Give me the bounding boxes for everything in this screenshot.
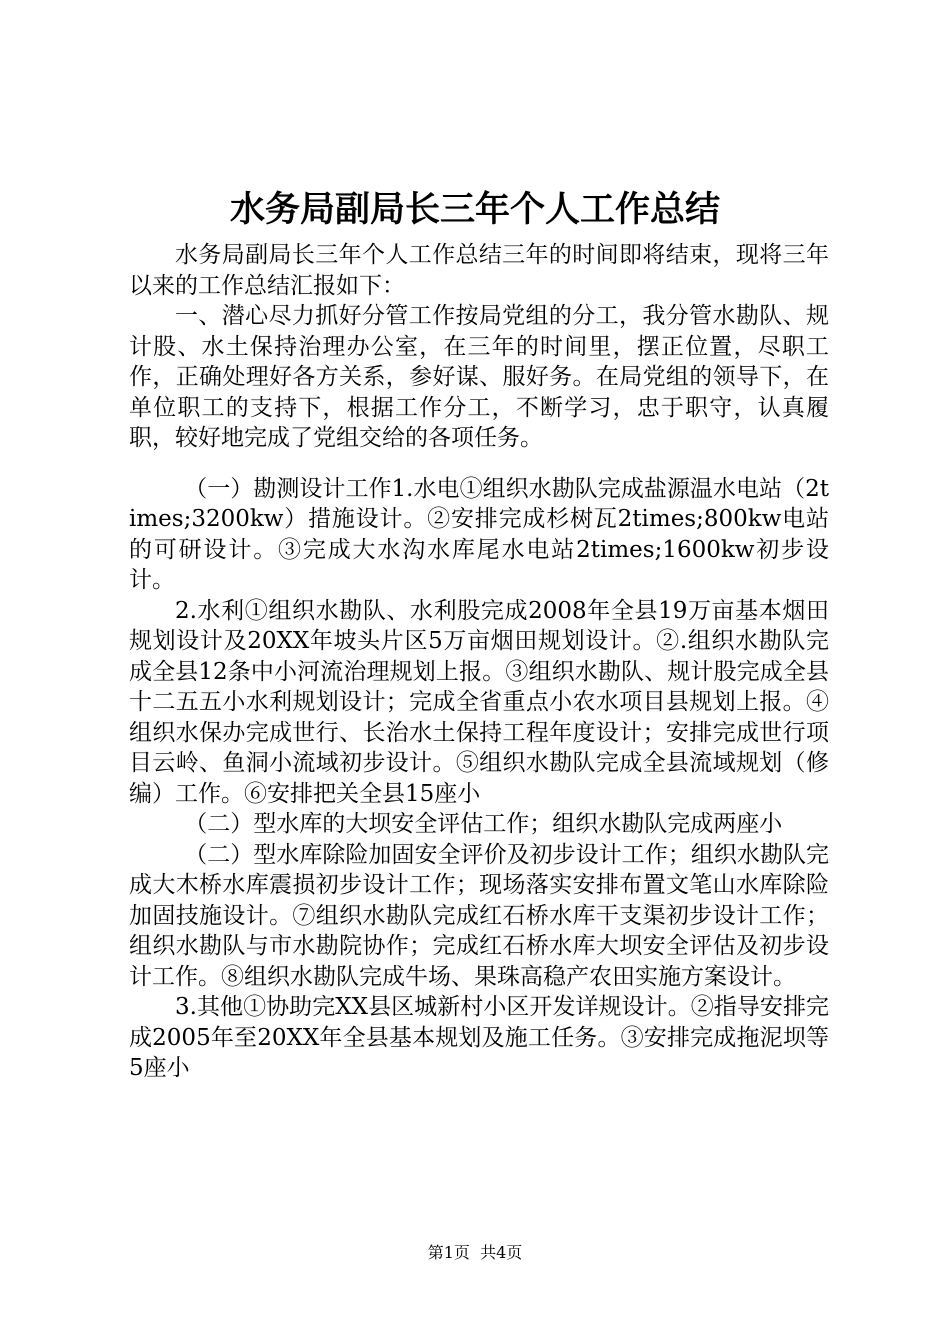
document-body bbox=[129, 240, 829, 1084]
reservoir-safety-paragraph: （二）型水库的大坝安全评估工作；组织水勘队完成两座小 bbox=[184, 811, 783, 837]
section-one-paragraph: 一、潜心尽力抓好分管工作按局党组的分工，我分管水勘队、规计股、水土保持治理办公室，在三年的时间里，摆正位置，尽职工作，正确处理好各方关系，参好谋、服好务。在局党组的领导下，在单位职工的支持下，根据工作分工，不断学习，忠于职守，认真履职，较好地完成了党组交给的各项任务。 bbox=[129, 303, 829, 451]
page-footer bbox=[0, 1242, 950, 1264]
page-number: 第1页 bbox=[427, 1243, 470, 1262]
reservoir-reinforcement-paragraph: （二）型水库除险加固安全评价及初步设计工作；组织水勘队完成大木桥水库震损初步设计工作；现场落实安排布置文笔山水库除险加固技施设计。⑦组织水勘队完成红石桥水库干支渠初步设计工作；组织水勘队与市水勘院协作；完成红石桥水库大坝安全评估及初步设计工作。⑧组织水勘队完成牛场、果珠高稳产农田实施方案设计。 bbox=[129, 841, 829, 990]
survey-design-paragraph: （一）勘测设计工作1.水电①组织水勘队完成盐源温水电站（2times;3200kw）措施设计。②安排完成杉树瓦2times;800kw电站的可研设计。③完成大水沟水库尾水电站2times;1600kw初步设计。 bbox=[129, 475, 829, 593]
water-conservancy-paragraph: 2.水利①组织水勘队、水利股完成2008年全县19万亩基本烟田规划设计及20XX年坡头片区5万亩烟田规划设计。②.组织水勘队完成全县12条中小河流治理规划上报。③组织水勘队、规计股完成全县十二五五小水利规划设计；完成全省重点小农水项目县规划上报。④组织水保办完成世行、长治水土保持工程年度设计；安排完成世行项目云岭、鱼洞小流域初步设计。⑤组织水勘队完成全县流域规划（修编）工作。⑥安排把关全县15座小 bbox=[129, 597, 829, 807]
other-work-paragraph: 3.其他①协助完XX县区城新村小区开发详规设计。②指导安排完成2005年至20XX年全县基本规划及施工任务。③安排完成拖泥坝等5座小 bbox=[129, 994, 829, 1081]
page-total: 共4页 bbox=[480, 1243, 523, 1262]
intro-paragraph: 水务局副局长三年个人工作总结三年的时间即将结束，现将三年以来的工作总结汇报如下： bbox=[129, 242, 829, 299]
document-title: 水务局副局长三年个人工作总结 bbox=[229, 190, 720, 230]
